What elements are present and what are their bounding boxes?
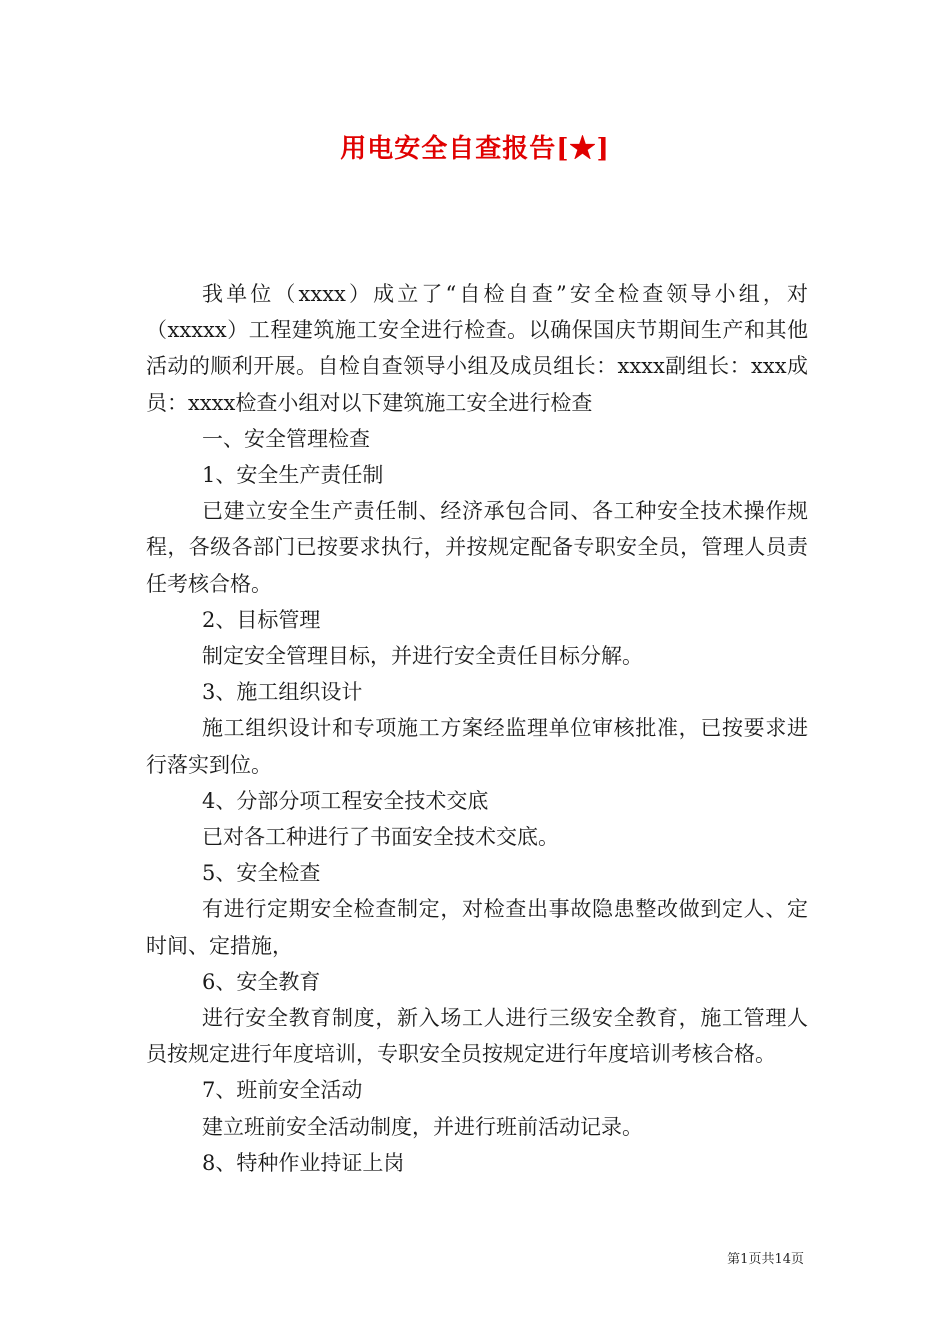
item-heading: 6、安全教育: [202, 969, 321, 994]
item-paragraph: 有进行定期安全检查制定，对检查出事故隐患整改做到定人、定时间、定措施，: [146, 897, 808, 958]
item-paragraph: 已建立安全生产责任制、经济承包合同、各工种安全技术操作规程，各级各部门已按要求执行，并按规定配备专职安全员，管理人员责任考核合格。: [146, 499, 808, 596]
item-heading: 5、安全检查: [202, 861, 321, 886]
document-body: [146, 276, 808, 1181]
item-heading: 8、特种作业持证上岗: [202, 1150, 405, 1175]
item-heading: 1、安全生产责任制: [202, 463, 384, 488]
item-heading: 3、施工组织设计: [202, 680, 363, 705]
item-heading: 7、班前安全活动: [202, 1078, 363, 1103]
page-number: 第1页共14页: [727, 1252, 804, 1267]
item-paragraph: 施工组织设计和专项施工方案经监理单位审核批准，已按要求进行落实到位。: [146, 716, 808, 777]
item-paragraph: 进行安全教育制度，新入场工人进行三级安全教育，施工管理人员按规定进行年度培训，专职安全员按规定进行年度培训考核合格。: [146, 1006, 808, 1067]
item-heading: 4、分部分项工程安全技术交底: [202, 788, 489, 813]
document-title: 用电安全自查报告[★]: [340, 134, 610, 164]
item-paragraph: 已对各工种进行了书面安全技术交底。: [202, 825, 559, 850]
section-heading: 一、安全管理检查: [202, 426, 370, 451]
intro-paragraph: 我单位（xxxx）成立了“自检自查”安全检查领导小组，对（xxxxx）工程建筑施工安全进行检查。以确保国庆节期间生产和其他活动的顺利开展。自检自查领导小组及成员组长：xxxx副组长：xxx成员：xxxx检查小组对以下建筑施工安全进行检查: [146, 282, 808, 415]
item-paragraph: 制定安全管理目标，并进行安全责任目标分解。: [202, 644, 643, 669]
item-paragraph: 建立班前安全活动制度，并进行班前活动记录。: [202, 1114, 643, 1139]
item-heading: 2、目标管理: [202, 607, 321, 632]
